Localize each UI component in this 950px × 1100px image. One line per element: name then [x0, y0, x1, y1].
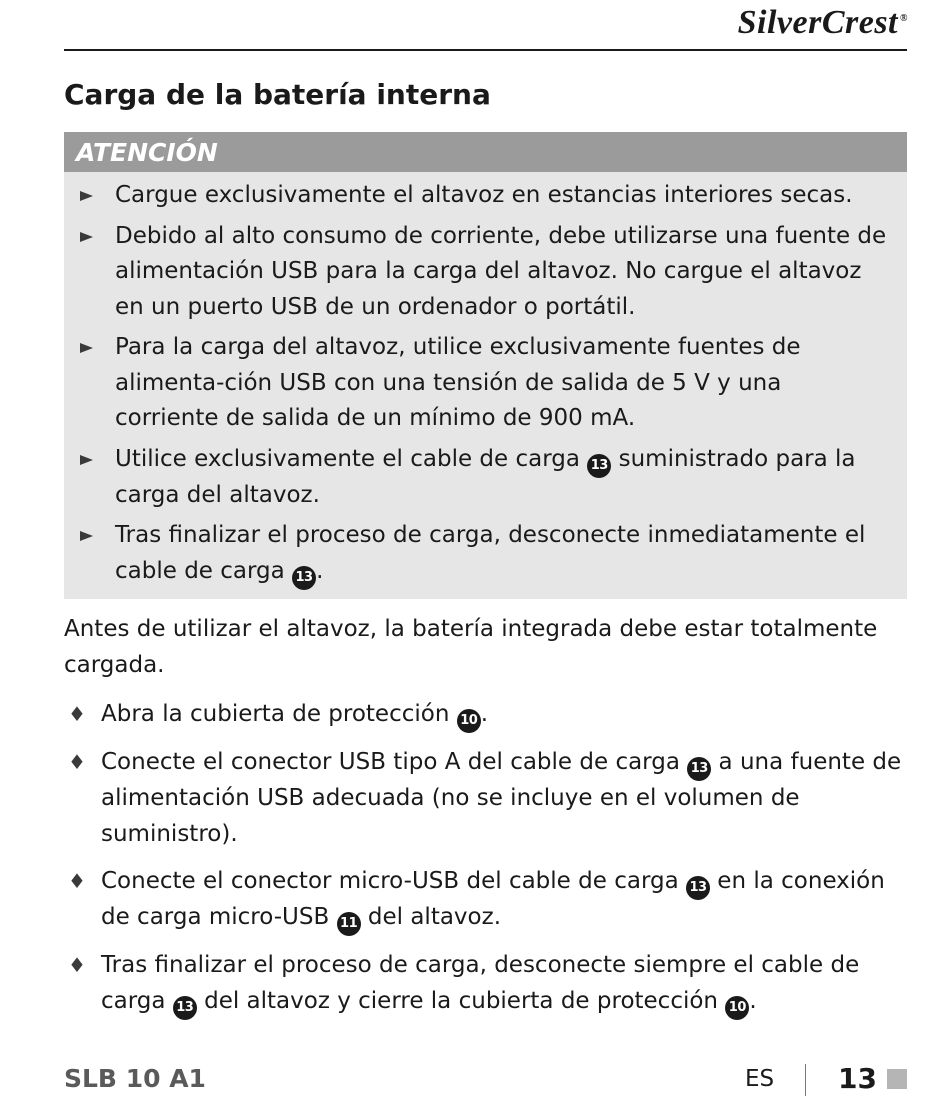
- triangle-arrow-icon: [80, 232, 93, 242]
- item-text: Conecte el conector micro-USB del cable de carga: [101, 868, 686, 894]
- warning-item: [64, 178, 889, 214]
- reference-number-icon: 13: [687, 757, 711, 781]
- reference-number-icon: 13: [686, 876, 710, 900]
- step-item: [64, 745, 907, 852]
- warning-item: [64, 518, 889, 590]
- diamond-icon: ♦: [68, 750, 86, 774]
- warning-item: [64, 330, 889, 437]
- page-number: 13: [838, 1062, 877, 1095]
- item-text: Abra la cubierta de protección: [101, 701, 457, 727]
- section-title: Carga de la batería interna: [64, 78, 491, 111]
- step-item: [64, 948, 907, 1020]
- warning-item: [64, 219, 889, 326]
- item-text: Para la carga del altavoz, utilice exclusivamente fuentes de alimenta-ción USB con una tensión de salida de 5 V y una corriente de salida de un mínimo de 900 mA.: [115, 334, 801, 431]
- header-divider: [64, 49, 907, 51]
- reference-number-icon: 13: [587, 454, 611, 478]
- brand-text: SilverCrest: [737, 4, 899, 41]
- item-text: del altavoz y cierre la cubierta de protección: [196, 987, 726, 1014]
- brand-logo: [738, 4, 908, 42]
- triangle-arrow-icon: [80, 455, 93, 465]
- item-text: suministrado para la carga del altavoz.: [115, 445, 856, 508]
- step-item: [64, 697, 907, 733]
- reference-number-icon: 13: [173, 996, 197, 1020]
- item-text: Utilice exclusivamente el cable de carga: [115, 445, 588, 472]
- item-text: Debido al alto consumo de corriente, debe utilizarse una fuente de alimentación USB para la carga del altavoz. No cargue el altavoz en un puerto USB de un ordenador o portátil.: [115, 222, 887, 320]
- item-text: .: [749, 987, 757, 1014]
- reference-number-icon: 11: [337, 912, 361, 936]
- footer-model: SLB 10 A1: [64, 1064, 206, 1093]
- reference-number-icon: 13: [292, 566, 316, 590]
- warning-item: [64, 442, 889, 514]
- item-text: del altavoz.: [360, 904, 502, 930]
- steps-list: [64, 697, 907, 1032]
- footer-divider: [805, 1064, 806, 1096]
- item-text: a una fuente de alimentación USB adecuada (no se incluye en el volumen de suministro).: [101, 749, 902, 847]
- triangle-arrow-icon: [80, 343, 93, 353]
- warning-box: [64, 132, 907, 599]
- item-text: .: [316, 557, 324, 584]
- item-text: Cargue exclusivamente el altavoz en estancias interiores secas.: [115, 182, 853, 208]
- step-item: [64, 864, 907, 936]
- reference-number-icon: 10: [457, 709, 481, 733]
- footer-square-icon: [887, 1069, 907, 1089]
- item-text: Conecte el conector USB tipo A del cable de carga: [101, 749, 688, 775]
- footer-language: ES: [745, 1066, 775, 1092]
- item-text: Tras finalizar el proceso de carga, desconecte inmediatamente el cable de carga: [115, 522, 866, 584]
- item-text: .: [480, 701, 489, 727]
- intro-paragraph: Antes de utilizar el altavoz, la batería integrada debe estar totalmente cargada.: [64, 616, 878, 678]
- item-text: Tras finalizar el proceso de carga, desconecte siempre el cable de carga: [101, 952, 860, 1014]
- diamond-icon: ♦: [68, 702, 86, 726]
- diamond-icon: ♦: [68, 869, 86, 893]
- item-text: en la conexión de carga micro-USB: [101, 868, 885, 930]
- warning-list: [64, 172, 907, 590]
- triangle-arrow-icon: [80, 531, 93, 541]
- registered-mark: ®: [900, 12, 908, 24]
- reference-number-icon: 10: [725, 996, 749, 1020]
- diamond-icon: ♦: [68, 953, 86, 977]
- warning-heading: ATENCIÓN: [64, 132, 907, 172]
- triangle-arrow-icon: [80, 191, 93, 201]
